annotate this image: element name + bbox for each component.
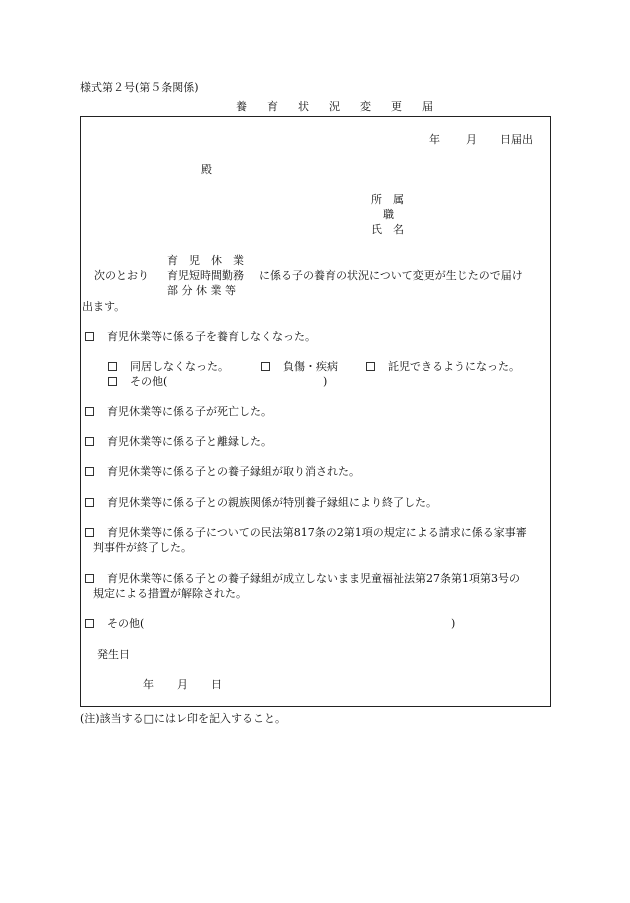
checklist-item-other: その他( <box>85 617 144 631</box>
date-day-filed: 日届出 <box>500 133 533 146</box>
checklist-item-family-court-case: 育児休業等に係る子についての民法第817条の2第1項の規定による請求に係る家事審 <box>85 526 527 540</box>
addressee-suffix: 殿 <box>201 163 212 176</box>
checklist-item-adoption-cancelled: 育児休業等に係る子との養子縁組が取り消された。 <box>85 465 360 479</box>
checklist-item-other-close: ) <box>451 617 456 630</box>
checklist-item-welfare-measure-lifted: 育児休業等に係る子との養子縁組が成立しないまま児童福祉法第27条第1項第3号の <box>85 572 520 586</box>
checkbox[interactable] <box>85 619 94 628</box>
checklist-sub-no-cohabitation: 同居しなくなった。 <box>108 360 229 374</box>
date-year: 年 <box>429 133 440 146</box>
leave-type-short-hours: 育児短時間勤務 <box>167 269 244 282</box>
date-month: 月 <box>466 133 477 146</box>
leave-type-partial-leave: 部 分 休 業 等 <box>167 284 236 297</box>
body-prefix: 次のとおり <box>94 269 149 282</box>
form-label: 様式第２号(第５条関係) <box>80 81 199 94</box>
applicant-name: 氏 名 <box>371 223 404 236</box>
checkbox[interactable] <box>366 362 375 371</box>
checkbox[interactable] <box>108 377 117 386</box>
checkbox[interactable] <box>261 362 270 371</box>
occurrence-day: 日 <box>211 678 222 691</box>
checklist-item-welfare-measure-lifted-cont: 規定による措置が解除された。 <box>93 587 247 600</box>
checklist-sub-injury-illness: 負傷・疾病 <box>261 360 338 374</box>
checkbox[interactable] <box>108 362 117 371</box>
checklist-item-family-court-case-cont: 判事件が終了した。 <box>93 541 192 554</box>
occurrence-year: 年 <box>143 678 154 691</box>
checklist-item-dissolved-adoption: 育児休業等に係る子と離縁した。 <box>85 435 272 449</box>
checkbox[interactable] <box>85 574 94 583</box>
occurrence-label: 発生日 <box>97 648 130 661</box>
page-title: 養 育 状 況 変 更 届 <box>236 100 433 113</box>
checkbox[interactable] <box>85 437 94 446</box>
applicant-affiliation: 所 属 <box>371 193 404 206</box>
checkbox[interactable] <box>85 528 94 537</box>
checklist-item-no-longer-raising: 育児休業等に係る子を養育しなくなった。 <box>85 330 316 344</box>
occurrence-month: 月 <box>177 678 188 691</box>
checklist-sub-other-close: ) <box>323 375 328 388</box>
footnote: (注)該当する□にはレ印を記入すること。 <box>80 712 286 725</box>
body-continuation: 出ます。 <box>82 300 126 313</box>
checkbox[interactable] <box>85 498 94 507</box>
applicant-position: 職 <box>383 208 394 221</box>
checkbox[interactable] <box>85 332 94 341</box>
body-suffix: に係る子の養育の状況について変更が生じたので届け <box>259 269 523 282</box>
checkbox[interactable] <box>85 407 94 416</box>
checklist-sub-other: その他( <box>108 375 167 389</box>
checklist-sub-childcare-available: 託児できるようになった。 <box>366 360 520 374</box>
checklist-item-special-adoption: 育児休業等に係る子との親族関係が特別養子縁組により終了した。 <box>85 496 437 510</box>
checkbox[interactable] <box>85 467 94 476</box>
checklist-item-child-died: 育児休業等に係る子が死亡した。 <box>85 405 272 419</box>
leave-type-childcare-leave: 育 児 休 業 <box>167 254 244 267</box>
